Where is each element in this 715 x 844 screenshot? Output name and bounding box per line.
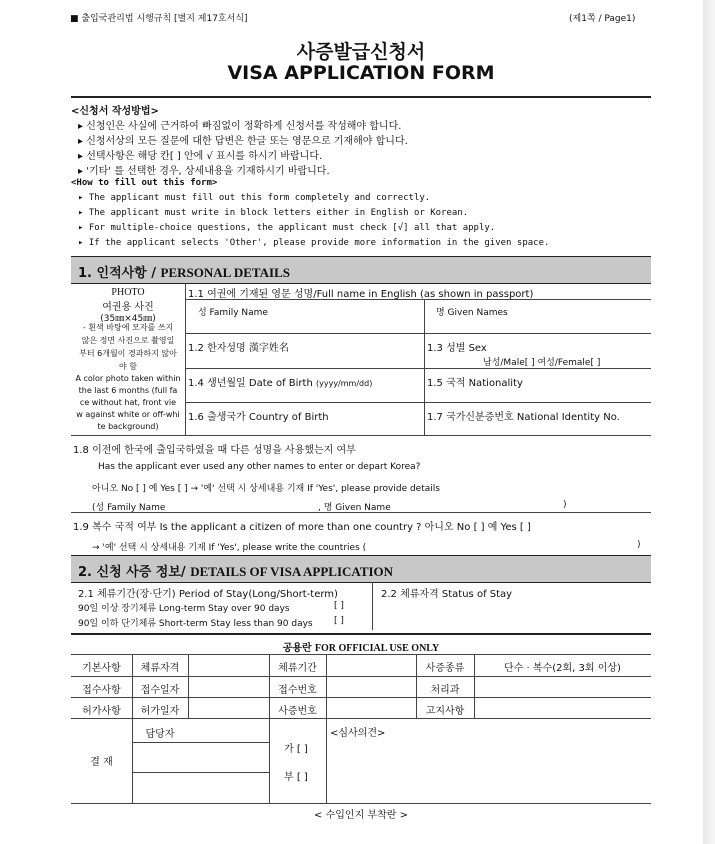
official-visa-type-label: 사증종류	[425, 663, 465, 674]
official-approval-label: 결 재	[90, 757, 113, 768]
field-1-8-question: 1.8 이전에 한국에 출입국하였을 때 다른 성명을 사용했는지 여부	[73, 445, 356, 456]
sex-options[interactable]: 남성/Male[ ] 여성/Female[ ]	[483, 358, 601, 368]
photo-ko-desc-4: 야 함	[119, 362, 137, 371]
instruction-en-1: ▸ The applicant must fill out this form completely and correctly.	[78, 193, 431, 203]
photo-en-desc-2: the last 6 months (full fa	[78, 386, 178, 395]
photo-en-desc-3: ce without hat, front vie	[79, 398, 177, 407]
field-1-8-details-family[interactable]: (성 Family Name	[92, 503, 166, 513]
page-number: (제1쪽 / Page1)	[569, 14, 636, 24]
official-notice-label: 고지사항	[425, 706, 465, 717]
regulation-label: ■ 출입국관리법 시행규칙 [별지 제17호서식]	[70, 14, 248, 24]
field-1-9-question[interactable]: 1.9 복수 국적 여부 Is the applicant a citizen of more than one country ? 아니오 No [ ] 예 Yes [ ]	[73, 522, 531, 533]
instruction-ko-4: ▸ '기타' 를 선택한 경우, 상세내용을 기재하시기 바랍니다.	[78, 166, 330, 177]
official-permit-date-label: 허가일자	[140, 706, 180, 717]
title-divider	[71, 96, 651, 98]
photo-ko-desc-3: 부터 6개월이 경과하지 않아	[79, 349, 177, 358]
family-name-label[interactable]: 성 Family Name	[198, 308, 268, 318]
revenue-stamp-label: < 수입인지 부착란 >	[314, 810, 408, 821]
instruction-ko-3: ▸ 선택사항은 해당 칸[ ] 안에 √ 표시를 하시기 바랍니다.	[78, 151, 323, 162]
short-term-checkbox[interactable]: [ ]	[334, 616, 344, 626]
official-review-opinion-label: <심사의견>	[330, 728, 386, 739]
photo-size: (35㎜×45㎜)	[100, 314, 156, 324]
photo-ko-label: 여권용 사진	[102, 302, 154, 313]
official-receipt-no-label: 접수번호	[278, 685, 317, 696]
field-1-8-details-close: )	[563, 500, 567, 510]
field-1-1-label: 1.1 여권에 기재된 영문 성명/Full name in English (as shown in passport)	[188, 289, 534, 300]
field-1-5-label[interactable]: 1.5 국적 Nationality	[427, 378, 523, 389]
photo-ko-desc-1: - 흰색 바탕에 모자를 쓰지	[82, 323, 174, 332]
field-1-2-label[interactable]: 1.2 한자성명 漢字姓名	[188, 343, 289, 354]
section2-title: 2. 신청 사증 정보/ DETAILS OF VISA APPLICATION	[78, 564, 394, 580]
field-2-2-label[interactable]: 2.2 체류자격 Status of Stay	[381, 589, 513, 600]
field-1-8-english: Has the applicant ever used any other names to enter or depart Korea?	[98, 462, 421, 472]
photo-en-desc-1: A color photo taken within	[75, 374, 181, 383]
instructions-ko-heading: <신청서 작성방법>	[71, 106, 159, 117]
field-1-4-label[interactable]: 1.4 생년월일 Date of Birth (yyyy/mm/dd)	[188, 378, 373, 389]
section1-title: 1. 인적사항 / PERSONAL DETAILS	[78, 265, 290, 281]
official-visa-no-label: 사증번호	[278, 706, 317, 717]
photo-ko-desc-2: 않은 정면 사진으로 촬영일	[81, 336, 175, 345]
photo-divider	[185, 283, 186, 435]
official-permit-label: 허가사항	[82, 706, 121, 717]
page-edge	[703, 0, 715, 844]
field-2-1-label: 2.1 체류기간(장·단기) Period of Stay(Long/Short-term)	[78, 589, 338, 600]
field-1-3-label: 1.3 성별 Sex	[427, 343, 487, 354]
official-basic-label: 기본사항	[82, 663, 121, 674]
instructions-en-heading: <How to fill out this form>	[71, 178, 218, 188]
official-department-label: 처리과	[430, 685, 460, 696]
instruction-ko-2: ▸ 신청서상의 모든 질문에 대한 답변은 한글 또는 영문으로 기재해야 합니다.	[78, 136, 408, 147]
title-english: VISA APPLICATION FORM	[227, 62, 495, 84]
official-use-title: 공용란 FOR OFFICIAL USE ONLY	[282, 643, 440, 654]
official-in-charge-label: 담당자	[145, 729, 175, 740]
official-approve-option[interactable]: 가 [ ]	[284, 744, 308, 755]
official-status-label: 체류자격	[140, 663, 180, 674]
field-1-9-detail[interactable]: → '예' 선택 시 상세내용 기재 If 'Yes', please write the countries (	[92, 543, 367, 553]
instruction-en-4: ▸ If the applicant selects 'Other', please provide more information in the given space.	[78, 238, 550, 248]
field-1-8-options[interactable]: 아니오 No [ ] 예 Yes [ ] → '예' 선택 시 상세내용 기재 If 'Yes', please provide details	[92, 484, 440, 494]
instruction-en-2: ▸ The applicant must write in block letters either in English or Korean.	[78, 208, 469, 218]
field-1-6-label[interactable]: 1.6 출생국가 Country of Birth	[188, 412, 329, 423]
long-term-option[interactable]: 90일 이상 장기체류 Long-term Stay over 90 days	[78, 604, 290, 614]
instruction-en-3: ▸ For multiple-choice questions, the applicant must check [√] all that apply.	[78, 223, 496, 233]
official-reject-option[interactable]: 부 [ ]	[284, 772, 308, 783]
field-1-7-label[interactable]: 1.7 국가신분증번호 National Identity No.	[427, 412, 620, 423]
photo-label: PHOTO	[111, 287, 145, 298]
photo-en-desc-5: te background)	[97, 422, 159, 431]
instruction-ko-1: ▸ 신청인은 사실에 근거하여 빠짐없이 정확하게 신청서를 작성해야 합니다.	[78, 121, 402, 132]
official-visa-type-value: 단수 · 복수(2회, 3회 이상)	[504, 663, 621, 674]
photo-en-desc-4: w against white or off-whi	[76, 410, 180, 419]
field-1-9-close: )	[637, 540, 641, 550]
official-receipt-date-label: 접수일자	[140, 685, 180, 696]
official-receipt-label: 접수사항	[82, 685, 121, 696]
official-period-label: 체류기간	[278, 663, 317, 674]
short-term-option[interactable]: 90일 이하 단기체류 Short-term Stay less than 90 days	[78, 619, 313, 629]
given-names-label[interactable]: 명 Given Names	[436, 308, 508, 318]
title-korean: 사증발급신청서	[296, 41, 426, 63]
long-term-checkbox[interactable]: [ ]	[334, 601, 344, 611]
field-1-8-details-given[interactable]: , 명 Given Name	[318, 503, 391, 513]
